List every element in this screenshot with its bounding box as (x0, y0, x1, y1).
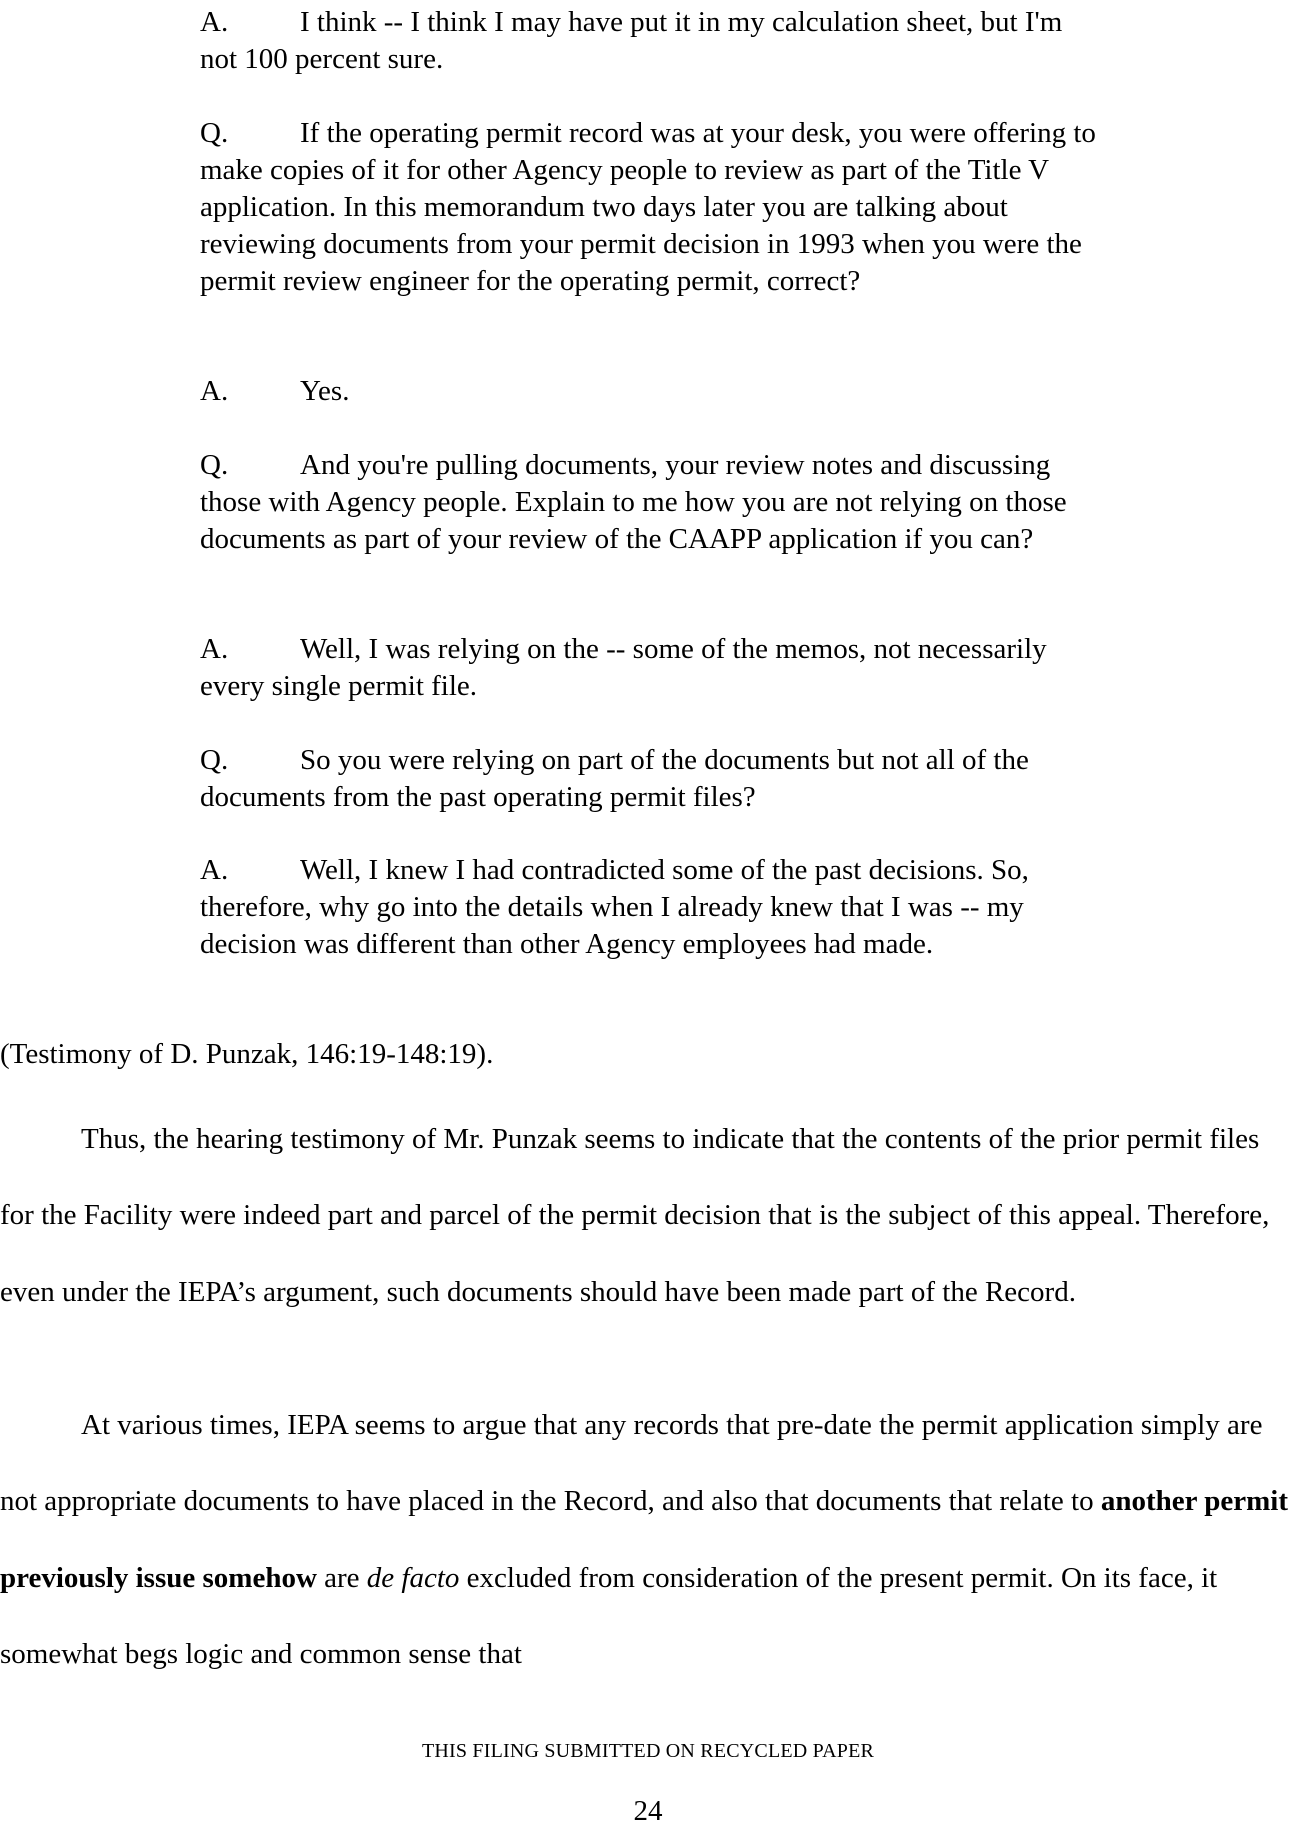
speaker-tag: Q. (200, 117, 229, 149)
testimony-text: If the operating permit record was at your desk, you were offering to make copies of it for other Agency people to review as part of the Title V application. In this memorandum two days later you are talking about reviewing documents from your permit decision in 1993 when you were the permit review engineer for the operating permit, correct? (200, 117, 1096, 297)
testimony-text: Yes. (300, 375, 350, 407)
body-paragraph (0, 1387, 1296, 1692)
speaker-tag: Q. (200, 449, 229, 481)
paragraph-text: excluded from consideration of the present permit. On its face, it somewhat begs logic and common sense that (0, 1561, 1218, 1670)
italic-phrase: de facto (366, 1561, 460, 1594)
testimony-answer (200, 4, 1100, 78)
testimony-question (200, 447, 1100, 558)
speaker-tag: A. (200, 854, 229, 886)
testimony-answer (200, 373, 1100, 410)
testimony-citation: (Testimony of D. Punzak, 146:19-148:19). (0, 1038, 494, 1070)
testimony-answer (200, 631, 1100, 705)
speaker-tag: Q. (200, 744, 229, 776)
recycled-paper-notice: THIS FILING SUBMITTED ON RECYCLED PAPER (421, 1740, 875, 1762)
testimony-text: I think -- I think I may have put it in my calculation sheet, but I'm not 100 percent sure. (200, 6, 1063, 75)
body-paragraph: Thus, the hearing testimony of Mr. Punzak seems to indicate that the contents of the prior permit files for the Facility were indeed part and parcel of the permit decision that is the subject of this appeal. Therefore, even under the IEPA’s argument, such documents should have been made part of the Record. (0, 1123, 1270, 1308)
testimony-text: So you were relying on part of the documents but not all of the documents from the past operating permit files? (200, 744, 1029, 813)
testimony-question (200, 115, 1100, 300)
paragraph-text: At various times, IEPA seems to argue that any records that pre-date the permit application simply are not appropriate documents to have placed in the Record, and also that documents that relate to (0, 1409, 1263, 1518)
testimony-text: And you're pulling documents, your review notes and discussing those with Agency people. Explain to me how you are not relying on those documents as part of your review of the CAAPP application if you can? (200, 449, 1067, 555)
page-number: 24 (633, 1795, 663, 1827)
speaker-tag: A. (200, 6, 229, 38)
testimony-answer (200, 852, 1100, 963)
testimony-text: Well, I was relying on the -- some of the memos, not necessarily every single permit file. (200, 633, 1047, 702)
speaker-tag: A. (200, 375, 229, 407)
testimony-text: Well, I knew I had contradicted some of the past decisions. So, therefore, why go into the details when I already knew that I was -- my decision was different than other Agency employees had made. (200, 854, 1029, 960)
bold-phrase: another permit previously issue somehow (0, 1485, 1288, 1594)
speaker-tag: A. (200, 633, 229, 665)
paragraph-text: are (316, 1561, 367, 1594)
testimony-question (200, 742, 1100, 816)
